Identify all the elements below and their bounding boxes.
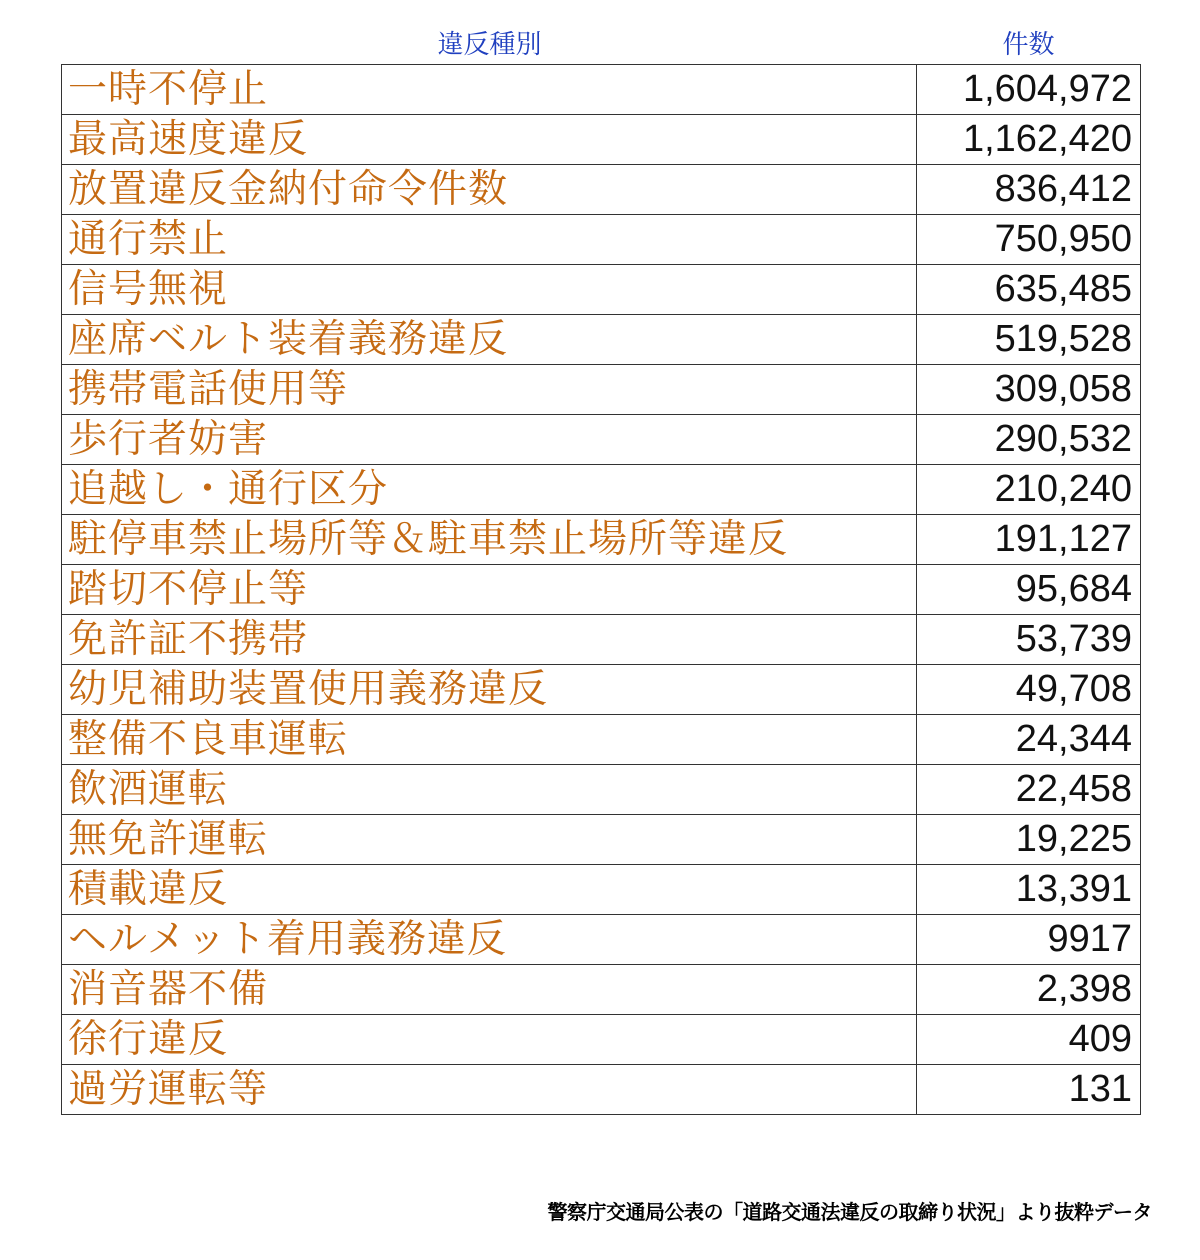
violation-count-cell: 290,532 xyxy=(917,415,1141,465)
violation-type-cell: 踏切不停止等 xyxy=(62,565,917,615)
table-row xyxy=(62,215,1141,265)
violation-type-cell: 免許証不携帯 xyxy=(62,615,917,665)
table-row xyxy=(62,915,1141,965)
violation-count-cell: 191,127 xyxy=(917,515,1141,565)
violation-count-cell: 210,240 xyxy=(917,465,1141,515)
table-row xyxy=(62,765,1141,815)
violation-count-cell: 2,398 xyxy=(917,965,1141,1015)
table-row xyxy=(62,1065,1141,1115)
table-body xyxy=(62,65,1141,1115)
table-row xyxy=(62,65,1141,115)
violation-type-cell: 通行禁止 xyxy=(62,215,917,265)
violation-type-cell: 過労運転等 xyxy=(62,1065,917,1115)
table-row xyxy=(62,965,1141,1015)
violation-type-cell: 信号無視 xyxy=(62,265,917,315)
table-row xyxy=(62,315,1141,365)
violation-count-cell: 95,684 xyxy=(917,565,1141,615)
violation-type-cell: 最高速度違反 xyxy=(62,115,917,165)
table-row xyxy=(62,665,1141,715)
violation-type-cell: 無免許運転 xyxy=(62,815,917,865)
table-row xyxy=(62,615,1141,665)
violation-type-cell: 座席ベルト装着義務違反 xyxy=(62,315,917,365)
violation-count-cell: 49,708 xyxy=(917,665,1141,715)
violation-count-cell: 409 xyxy=(917,1015,1141,1065)
violation-type-cell: 放置違反金納付命令件数 xyxy=(62,165,917,215)
violation-count-cell: 750,950 xyxy=(917,215,1141,265)
table-row xyxy=(62,515,1141,565)
violation-count-cell: 13,391 xyxy=(917,865,1141,915)
violation-count-cell: 309,058 xyxy=(917,365,1141,415)
violation-type-cell: ヘルメット着用義務違反 xyxy=(62,915,917,965)
table-row xyxy=(62,565,1141,615)
violation-count-cell: 19,225 xyxy=(917,815,1141,865)
violation-count-cell: 635,485 xyxy=(917,265,1141,315)
violation-count-cell: 53,739 xyxy=(917,615,1141,665)
header-violation-type: 違反種別 xyxy=(437,30,542,60)
violation-count-cell: 836,412 xyxy=(917,165,1141,215)
violation-type-cell: 歩行者妨害 xyxy=(62,415,917,465)
violation-type-cell: 携帯電話使用等 xyxy=(62,365,917,415)
table-row xyxy=(62,365,1141,415)
table-row xyxy=(62,1015,1141,1065)
violation-count-cell: 1,162,420 xyxy=(917,115,1141,165)
violation-count-cell: 131 xyxy=(917,1065,1141,1115)
violation-count-cell: 9917 xyxy=(917,915,1141,965)
violation-type-cell: 一時不停止 xyxy=(62,65,917,115)
violation-count-cell: 22,458 xyxy=(917,765,1141,815)
violation-type-cell: 積載違反 xyxy=(62,865,917,915)
table-row xyxy=(62,865,1141,915)
violation-type-cell: 飲酒運転 xyxy=(62,765,917,815)
table-row xyxy=(62,715,1141,765)
violations-table xyxy=(61,64,1141,1115)
source-footnote: 警察庁交通局公表の「道路交通法違反の取締り状況」より抜粋データ xyxy=(547,1200,1152,1224)
table-row xyxy=(62,115,1141,165)
violation-count-cell: 519,528 xyxy=(917,315,1141,365)
violation-type-cell: 駐停車禁止場所等＆駐車禁止場所等違反 xyxy=(62,515,917,565)
table-header xyxy=(62,26,1140,64)
violation-count-cell: 24,344 xyxy=(917,715,1141,765)
violation-type-cell: 徐行違反 xyxy=(62,1015,917,1065)
table-row xyxy=(62,415,1141,465)
table-row xyxy=(62,165,1141,215)
violation-type-cell: 整備不良車運転 xyxy=(62,715,917,765)
table-row xyxy=(62,465,1141,515)
violation-type-cell: 消音器不備 xyxy=(62,965,917,1015)
violation-type-cell: 追越し・通行区分 xyxy=(62,465,917,515)
header-count: 件数 xyxy=(1002,30,1055,60)
violation-count-cell: 1,604,972 xyxy=(917,65,1141,115)
table-row xyxy=(62,815,1141,865)
table-row xyxy=(62,265,1141,315)
violation-type-cell: 幼児補助装置使用義務違反 xyxy=(62,665,917,715)
